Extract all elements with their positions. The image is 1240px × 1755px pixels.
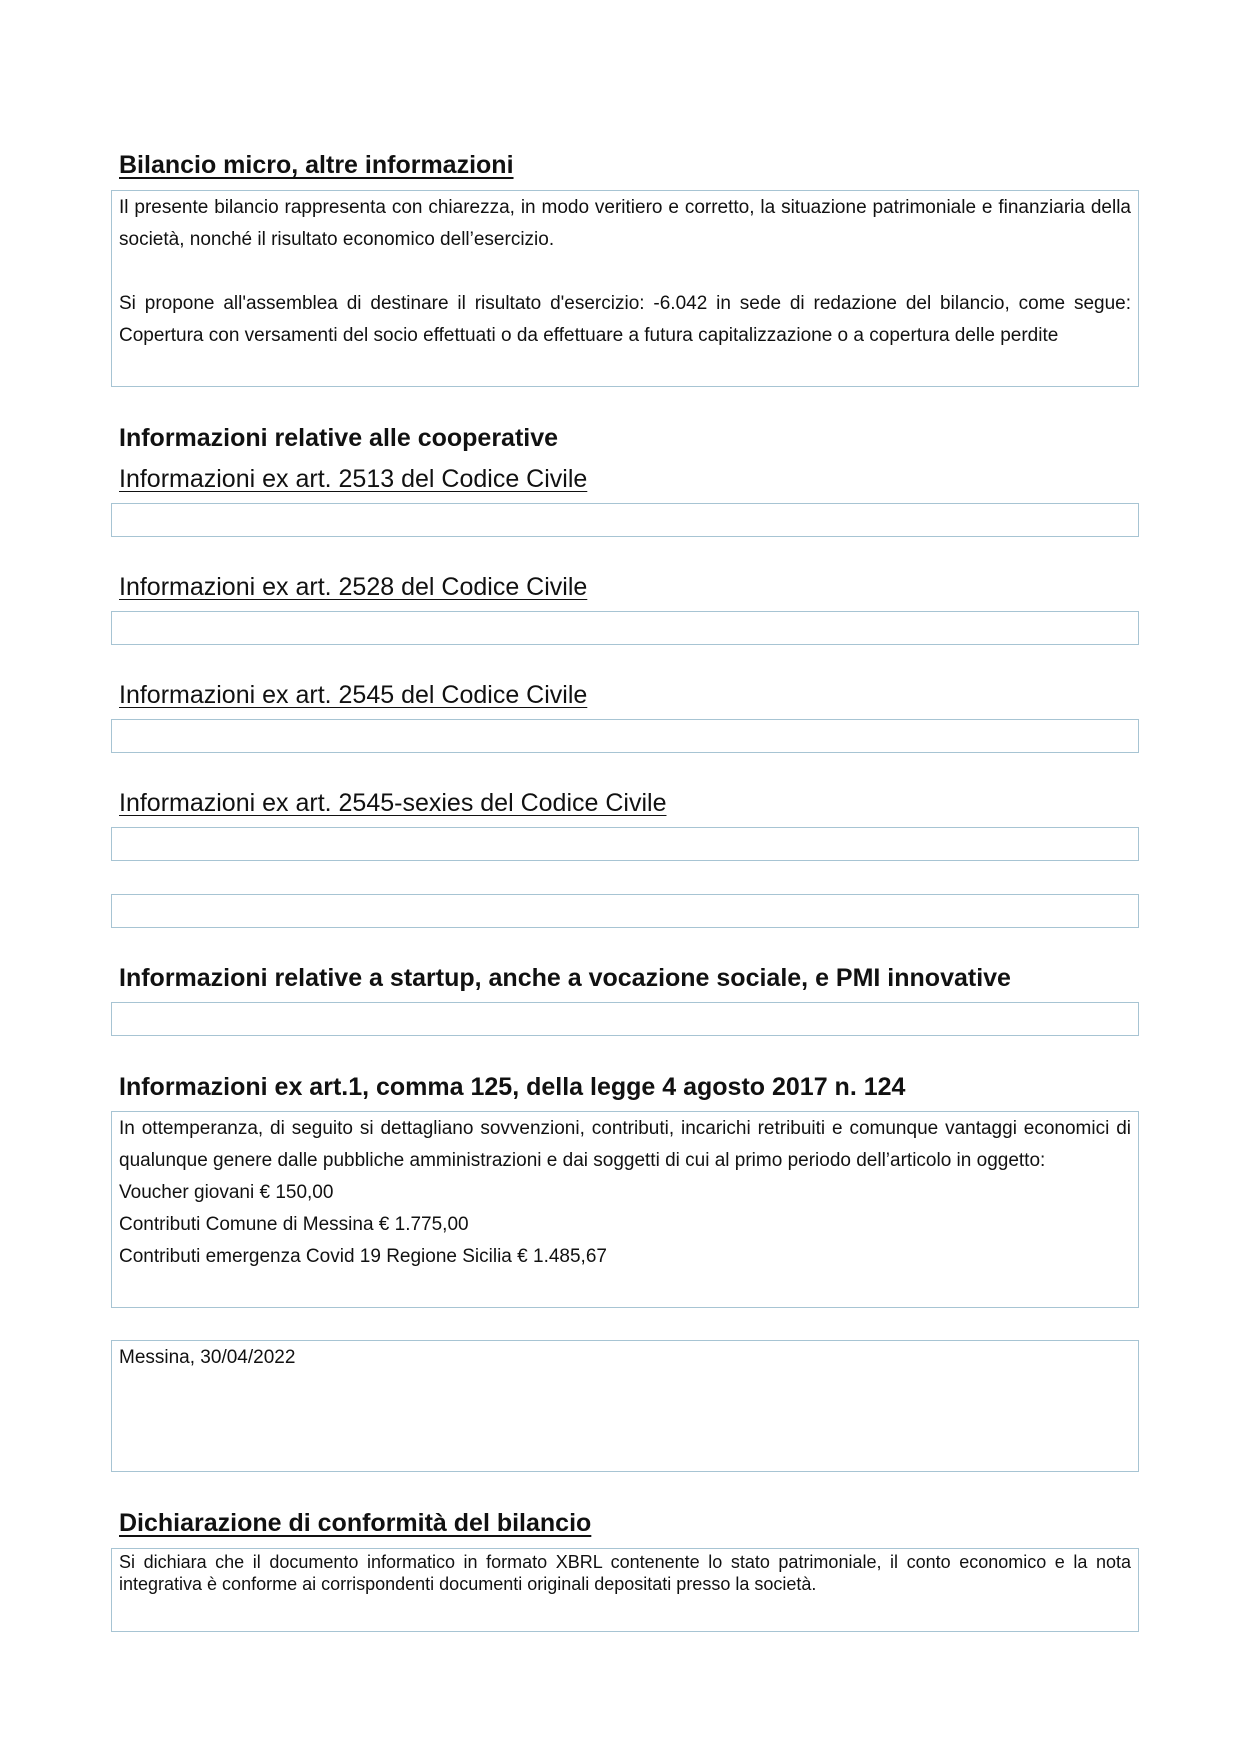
legge-124-item: Voucher giovani € 150,00 <box>119 1182 334 1203</box>
section-title-conformita: Dichiarazione di conformità del bilancio <box>119 1509 592 1537</box>
empty-box-art-2545-sexies <box>111 827 1139 861</box>
section-title-legge-124: Informazioni ex art.1, comma 125, della legge 4 agosto 2017 n. 124 <box>119 1073 906 1101</box>
conformita-text-box <box>111 1548 1139 1632</box>
empty-box-startup <box>111 1002 1139 1036</box>
legge-124-item: Contributi emergenza Covid 19 Regione Sicilia € 1.485,67 <box>119 1246 607 1267</box>
subtitle-art-2545-sexies: Informazioni ex art. 2545-sexies del Codice Civile <box>119 789 667 817</box>
micro-paragraph-2: Si propone all'assemblea di destinare il risultato d'esercizio: -6.042 in sede di redazione del bilancio, come segue: Copertura con versamenti del socio effettuati o da effettuare a futura capitalizzazione o a copertura delle perdite <box>119 293 1131 346</box>
legge-124-text-box <box>111 1111 1139 1308</box>
subtitle-art-2528: Informazioni ex art. 2528 del Codice Civile <box>119 573 588 601</box>
empty-box-art-2545 <box>111 719 1139 753</box>
legge-124-intro: In ottemperanza, di seguito si dettagliano sovvenzioni, contributi, incarichi retribuiti e comunque vantaggi economici di qualunque genere dalle pubbliche amministrazioni e dai soggetti di cui al primo periodo dell’articolo in oggetto: <box>119 1118 1131 1171</box>
subtitle-art-2545: Informazioni ex art. 2545 del Codice Civile <box>119 681 588 709</box>
legge-124-item: Contributi Comune di Messina € 1.775,00 <box>119 1214 469 1235</box>
empty-box-art-2528 <box>111 611 1139 645</box>
section-title-micro: Bilancio micro, altre informazioni <box>119 151 514 179</box>
place-date: Messina, 30/04/2022 <box>119 1347 296 1368</box>
micro-text-box <box>111 190 1139 387</box>
micro-paragraph-1: Il presente bilancio rappresenta con chiarezza, in modo veritiero e corretto, la situazione patrimoniale e finanziaria della società, nonché il risultato economico dell’esercizio. <box>119 197 1131 250</box>
signature-box <box>111 1340 1139 1472</box>
subtitle-art-2513: Informazioni ex art. 2513 del Codice Civile <box>119 465 588 493</box>
section-title-cooperative: Informazioni relative alle cooperative <box>119 424 559 452</box>
section-title-startup: Informazioni relative a startup, anche a vocazione sociale, e PMI innovative <box>119 964 1011 992</box>
conformita-text: Si dichiara che il documento informatico in formato XBRL contenente lo stato patrimoniale, il conto economico e la nota integrativa è conforme ai corrispondenti documenti originali depositati presso la società. <box>119 1552 1131 1594</box>
empty-box-art-2513 <box>111 503 1139 537</box>
empty-box-extra <box>111 894 1139 928</box>
